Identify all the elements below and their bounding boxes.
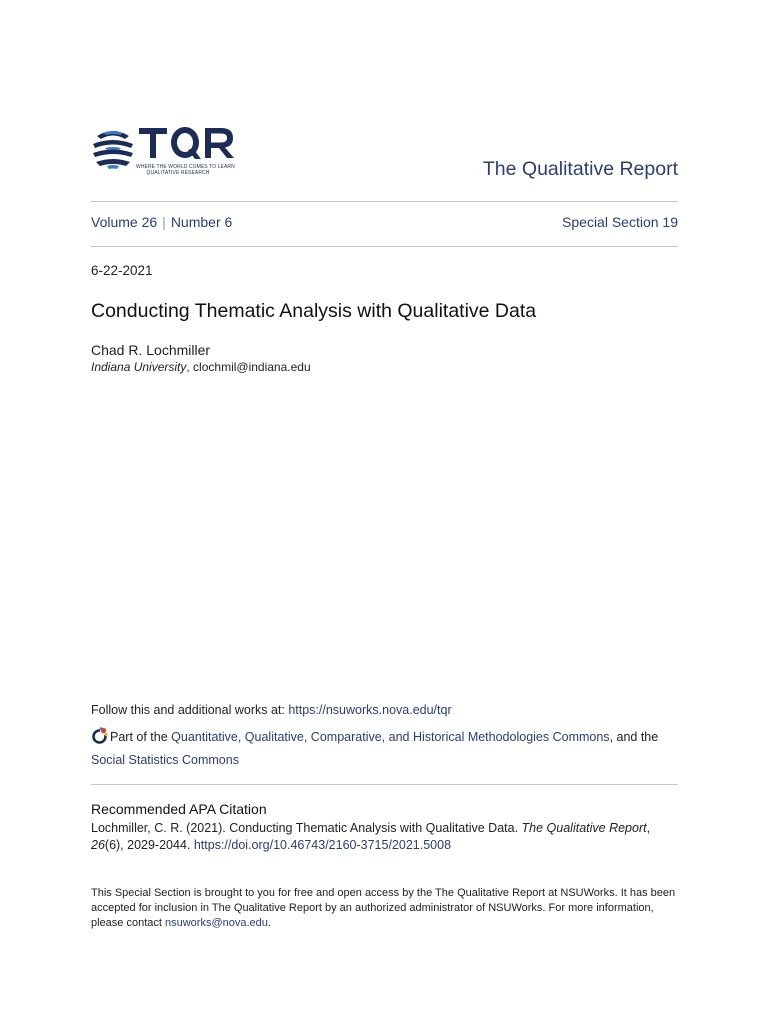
contact-email-link[interactable]: nsuworks@nova.edu: [165, 917, 268, 929]
social-statistics-commons-link[interactable]: Social Statistics Commons: [91, 753, 239, 767]
number-link[interactable]: Number 6: [170, 214, 233, 230]
issue-separator: |: [162, 214, 166, 230]
methodologies-commons-link[interactable]: Quantitative, Qualitative, Comparative, and Historical Methodologies Commons: [171, 730, 610, 744]
citation-comma: ,: [646, 821, 651, 835]
follow-line: [91, 703, 452, 717]
repository-link[interactable]: https://nsuworks.nova.edu/tqr: [288, 703, 452, 717]
network-commons-icon: [91, 727, 108, 750]
access-statement-period: .: [267, 917, 271, 929]
tqr-logo[interactable]: [91, 124, 241, 180]
publication-date: 6-22-2021: [91, 263, 153, 278]
divider: [91, 201, 678, 202]
citation-heading: Recommended APA Citation: [91, 801, 267, 817]
access-statement-text: This Special Section is brought to you for free and open access by the The Qualitative Report at NSUWorks. It has been accepted for inclusion in The Qualitative Report by an authorized administrator of NSUWorks. For more information, please contact: [91, 887, 676, 929]
citation-prefix: Lochmiller, C. R. (2021). Conducting Thematic Analysis with Qualitative Data.: [91, 821, 522, 835]
document-page: [91, 0, 678, 1024]
citation-journal: The Qualitative Report: [521, 821, 647, 835]
divider: [91, 784, 678, 785]
part-of-middle: , and the: [609, 730, 659, 744]
logo-tagline-line1: WHERE THE WORLD COMES TO LEARN: [136, 164, 235, 170]
part-of-prefix: Part of the: [110, 730, 172, 744]
citation-volume: 26: [91, 838, 105, 852]
citation-pages: (6), 2029-2044.: [104, 838, 194, 852]
volume-link[interactable]: Volume 26: [91, 214, 158, 230]
affiliation-institution: Indiana University: [91, 360, 187, 374]
logo-tagline-line2: QUALITATIVE RESEARCH: [146, 170, 210, 176]
author-email: , clochmil@indiana.edu: [186, 360, 311, 374]
article-title: Conducting Thematic Analysis with Qualitative Data: [91, 300, 537, 322]
logo-tagline: [136, 164, 235, 176]
section-link[interactable]: Special Section 19: [562, 214, 678, 230]
author-affiliation: [91, 360, 311, 374]
part-of-line: [91, 727, 678, 770]
access-statement: [91, 886, 678, 931]
author-name: Chad R. Lochmiller: [91, 342, 211, 358]
follow-prefix: Follow this and additional works at:: [91, 703, 289, 717]
divider: [91, 246, 678, 247]
citation-text: [91, 820, 678, 854]
journal-title-link[interactable]: The Qualitative Report: [482, 158, 678, 180]
issue-row: [91, 214, 678, 232]
doi-link[interactable]: https://doi.org/10.46743/2160-3715/2021.5008: [193, 838, 452, 852]
